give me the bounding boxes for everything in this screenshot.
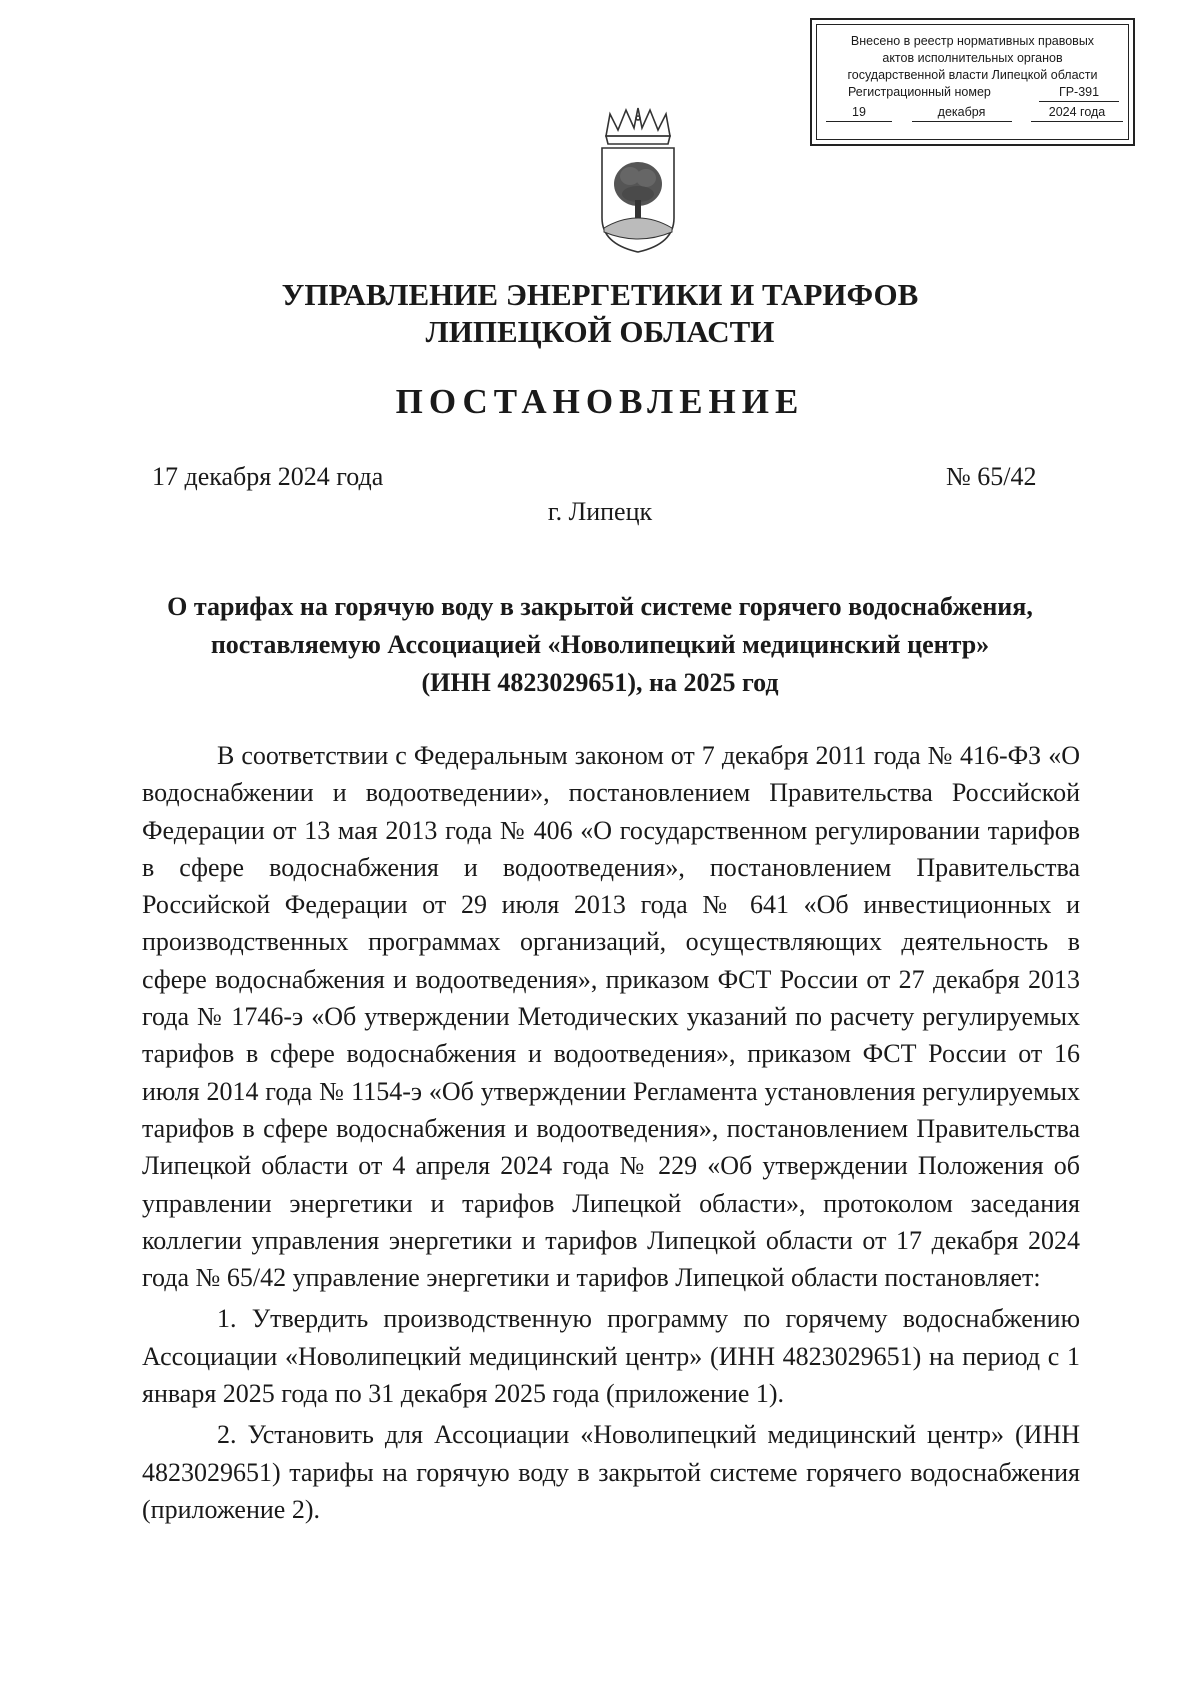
stamp-reg-label: Регистрационный номер [848, 85, 991, 99]
title-line-2: поставляемую Ассоциацией «Новолипецкий медицинский центр» [210, 630, 990, 659]
resolution-item-2: 2. Установить для Ассоциации «Новолипецкий медицинский центр» (ИНН 4823029651) тарифы на горячую воду в закрытой системе горячего водоснабжения (приложение 2). [142, 1420, 1080, 1524]
coat-of-arms-emblem [588, 106, 688, 256]
registry-stamp [810, 18, 1135, 146]
document-body [142, 737, 1080, 1528]
document-number: № 65/42 [946, 462, 1037, 491]
organization-name-line-2: ЛИПЕЦКОЙ ОБЛАСТИ [425, 314, 775, 349]
stamp-registration-row [812, 84, 1133, 102]
stamp-reg-number: ГР-391 [1039, 84, 1119, 102]
stamp-date-row [812, 104, 1133, 122]
stamp-line-3: государственной власти Липецкой области [847, 68, 1098, 82]
resolution-item-1: 1. Утвердить производственную программу по горячему водоснабжению Ассоциации «Новолипецкий медицинский центр» (ИНН 4823029651) на период с 1 января 2025 года по 31 декабря 2025 года (приложение 1). [142, 1304, 1080, 1409]
document-type: ПОСТАНОВЛЕНИЕ [395, 382, 805, 421]
stamp-reg-year: 2024 года [1031, 104, 1123, 122]
title-line-1: О тарифах на горячую воду в закрытой системе горячего водоснабжения, [167, 592, 1033, 621]
stamp-line-2: актов исполнительных органов [882, 51, 1063, 65]
preamble-paragraph: В соответствии с Федеральным законом от 7 декабря 2011 года № 416-ФЗ «О водоснабжении и водоотведении», постановлением Правительства Российской Федерации от 13 мая 2013 года № 406 «О государственном регулировании тарифов в сфере водоснабжения и водоотведения», постановлением Правительства Российской Федерации от 29 июля 2013 года № 641 «Об инвестиционных и производственных программах организаций, осуществляющих деятельность в сфере водоснабжения и водоотведения», приказом ФСТ России от 27 декабря 2013 года № 1746-э «Об утверждении Методических указаний по расчету регулируемых тарифов в сфере водоснабжения и водоотведения», приказом ФСТ России от 16 июля 2014 года № 1154-э «Об утверждении Регламента установления регулируемых тарифов в сфере водоснабжения и водоотведения», постановлением Правительства Липецкой области от 4 апреля 2024 года № 229 «Об утверждении Положения об управлении энергетики и тарифов Липецкой области», протоколом заседания коллегии управления энергетики и тарифов Липецкой области от 17 декабря 2024 года № 65/42 управление энергетики и тарифов Липецкой области постановляет: [142, 741, 1080, 1293]
document-date: 17 декабря 2024 года [152, 462, 384, 491]
stamp-reg-day: 19 [826, 104, 892, 122]
title-line-3: (ИНН 4823029651), на 2025 год [421, 668, 779, 697]
document-title [100, 588, 1100, 702]
stamp-line-1: Внесено в реестр нормативных правовых [850, 34, 1095, 48]
document-city: г. Липецк [547, 497, 653, 526]
stamp-reg-month: декабря [912, 104, 1012, 122]
organization-name-line-1: УПРАВЛЕНИЕ ЭНЕРГЕТИКИ И ТАРИФОВ [281, 277, 919, 312]
